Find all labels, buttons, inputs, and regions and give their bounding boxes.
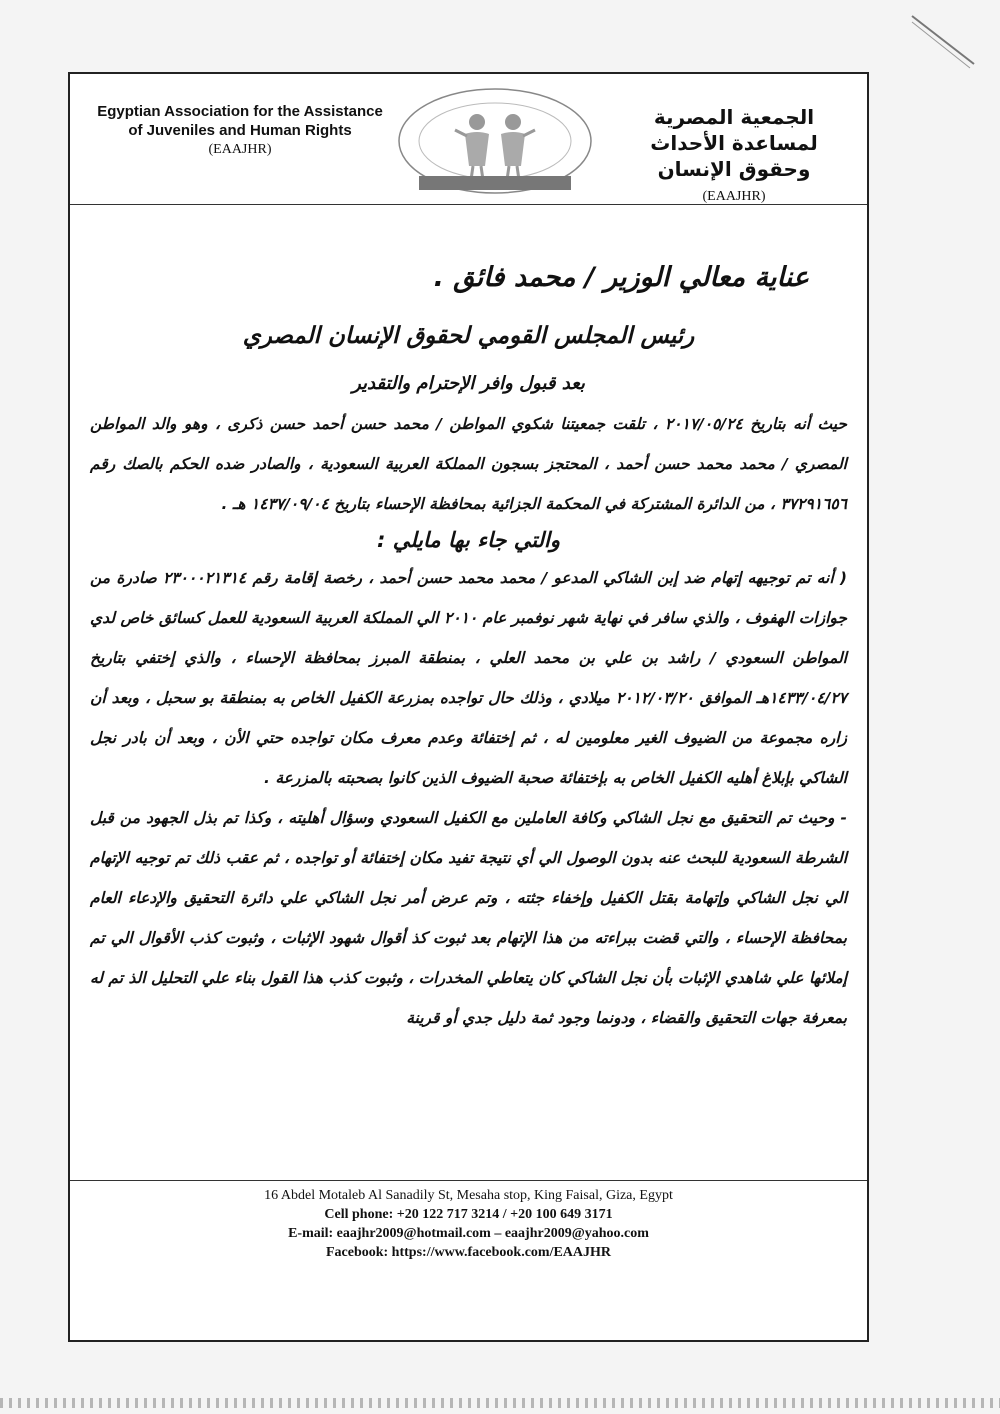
english-org-name [90, 102, 390, 159]
arabic-org-name [619, 104, 849, 210]
letter-body [90, 214, 847, 1038]
scan-noise-strip [0, 1398, 1000, 1408]
chairman-title: رئيس المجلس القومي لحقوق الإنسان المصري [242, 323, 695, 349]
footer-contact [70, 1186, 867, 1262]
subheading: والتي جاء بها مايلي : [377, 528, 560, 552]
arabic-org-abbr: (EAAJHR) [702, 189, 766, 204]
footer-divider [70, 1180, 867, 1181]
complaint-paragraph-2: - وحيث تم التحقيق مع نجل الشاكي وكافة العاملين مع الكفيل السعودي وسؤال أهليته ، وكذا تم بذل الجهود من قبل الشرطة السعودية للبحث عنه بدون الوصول الي أي نتيجة تفيد مكان إختفائة أو تواجده ، ثم عقب ذلك تم توجيه الإتهام الي نجل الشاكي وإتهامة بقتل الكفيل وإخفاء جثته ، وتم عرض أمر نجل الشاكي علي دائرة التحقيق والإدعاء العام بمحافظة الإحساء ، والتي قضت ببراءته من هذا الإتهام بعد ثبوت كذ أقوال شهود الإثبات ، وثبوت كذب الأقوال الي تم إملائها علي شاهدي الإثبات بأن نجل الشاكي كان يتعاطي المخدرات ، وثبوت كذب هذا القول بناء علي التحليل الذ تم له بمعرفة جهات التحقيق والقضاء ، ودونما وجود ثمة دليل جدي أو قرينة [90, 809, 847, 1027]
addressee-line: عناية معالي الوزير / محمد فائق . [433, 262, 809, 293]
footer-email: E-mail: eaajhr2009@hotmail.com – eaajhr2009@yahoo.com [288, 1226, 649, 1241]
english-org-title: Egyptian Association for the Assistance of Juveniles and Human Rights [97, 103, 383, 139]
header-divider [70, 204, 867, 205]
complaint-paragraph-1: ( أنه تم توجيهه إتهام ضد إبن الشاكي المدعو / محمد محمد حسن أحمد ، رخصة إقامة رقم ٢٣٠٠٠٢١٣١٤ صادرة من جوازات الهفوف ، والذي سافر في نهاية شهر نوفمبر عام ٢٠١٠ الي المملكة العربية السعودية للعمل كسائق خاص لدي المواطن السعودي / راشد بن علي بن محمد العلي ، بمنطقة المبرز بمحافظة الإحساء ، والذي إختفي بتاريخ ١٤٣٣/٠٤/٢٧هـ الموافق ٢٠١٢/٠٣/٢٠ ميلادي ، وذلك حال تواجده بمزرعة الكفيل الخاص به بمنطقة بو سحبل ، وبعد أن زاره مجموعة من الضيوف الغير معلومين له ، ثم إختفائة وعدم معرف مكان تواجده حتي الأن ، وبعد أن بادر نجل الشاكي بإبلاغ أهليه الكفيل الخاص به بإختفائة صحبة الضيوف الذين كانوا بصحبته بالمزرعة . [90, 569, 847, 787]
footer-facebook: Facebook: https://www.facebook.com/EAAJHR [325, 1245, 612, 1260]
arabic-org-title: الجمعية المصرية لمساعدة الأحداث وحقوق الإنسان [650, 105, 818, 181]
association-logo [395, 84, 595, 199]
letter-page [68, 72, 869, 1342]
footer-address: 16 Abdel Motaleb Al Sanadily St, Mesaha stop, King Faisal, Giza, Egypt [264, 1188, 673, 1203]
scan-artifact-line [910, 10, 980, 70]
footer-phone: Cell phone: +20 122 717 3214 / +20 100 649 3171 [324, 1207, 613, 1222]
intro-paragraph: حيث أنه بتاريخ ٢٠١٧/٠٥/٢٤ ، تلقت جمعيتنا شكوي المواطن / محمد حسن أحمد حسن ذكرى ، وهو والد المواطن المصري / محمد محمد حسن أحمد ، المحتجز بسجون المملكة العربية السعودية ، والصادر ضده الحكم بالصك رقم ٣٧٢٩١٦٥٦ ، من الدائرة المشتركة في المحكمة الجزائية بمحافظة الإحساء بتاريخ ١٤٣٧/٠٩/٠٤ هـ . [90, 415, 847, 513]
greeting-line: بعد قبول وافر الإحترام والتقدير [352, 373, 585, 394]
english-org-abbr: (EAAJHR) [208, 142, 272, 157]
